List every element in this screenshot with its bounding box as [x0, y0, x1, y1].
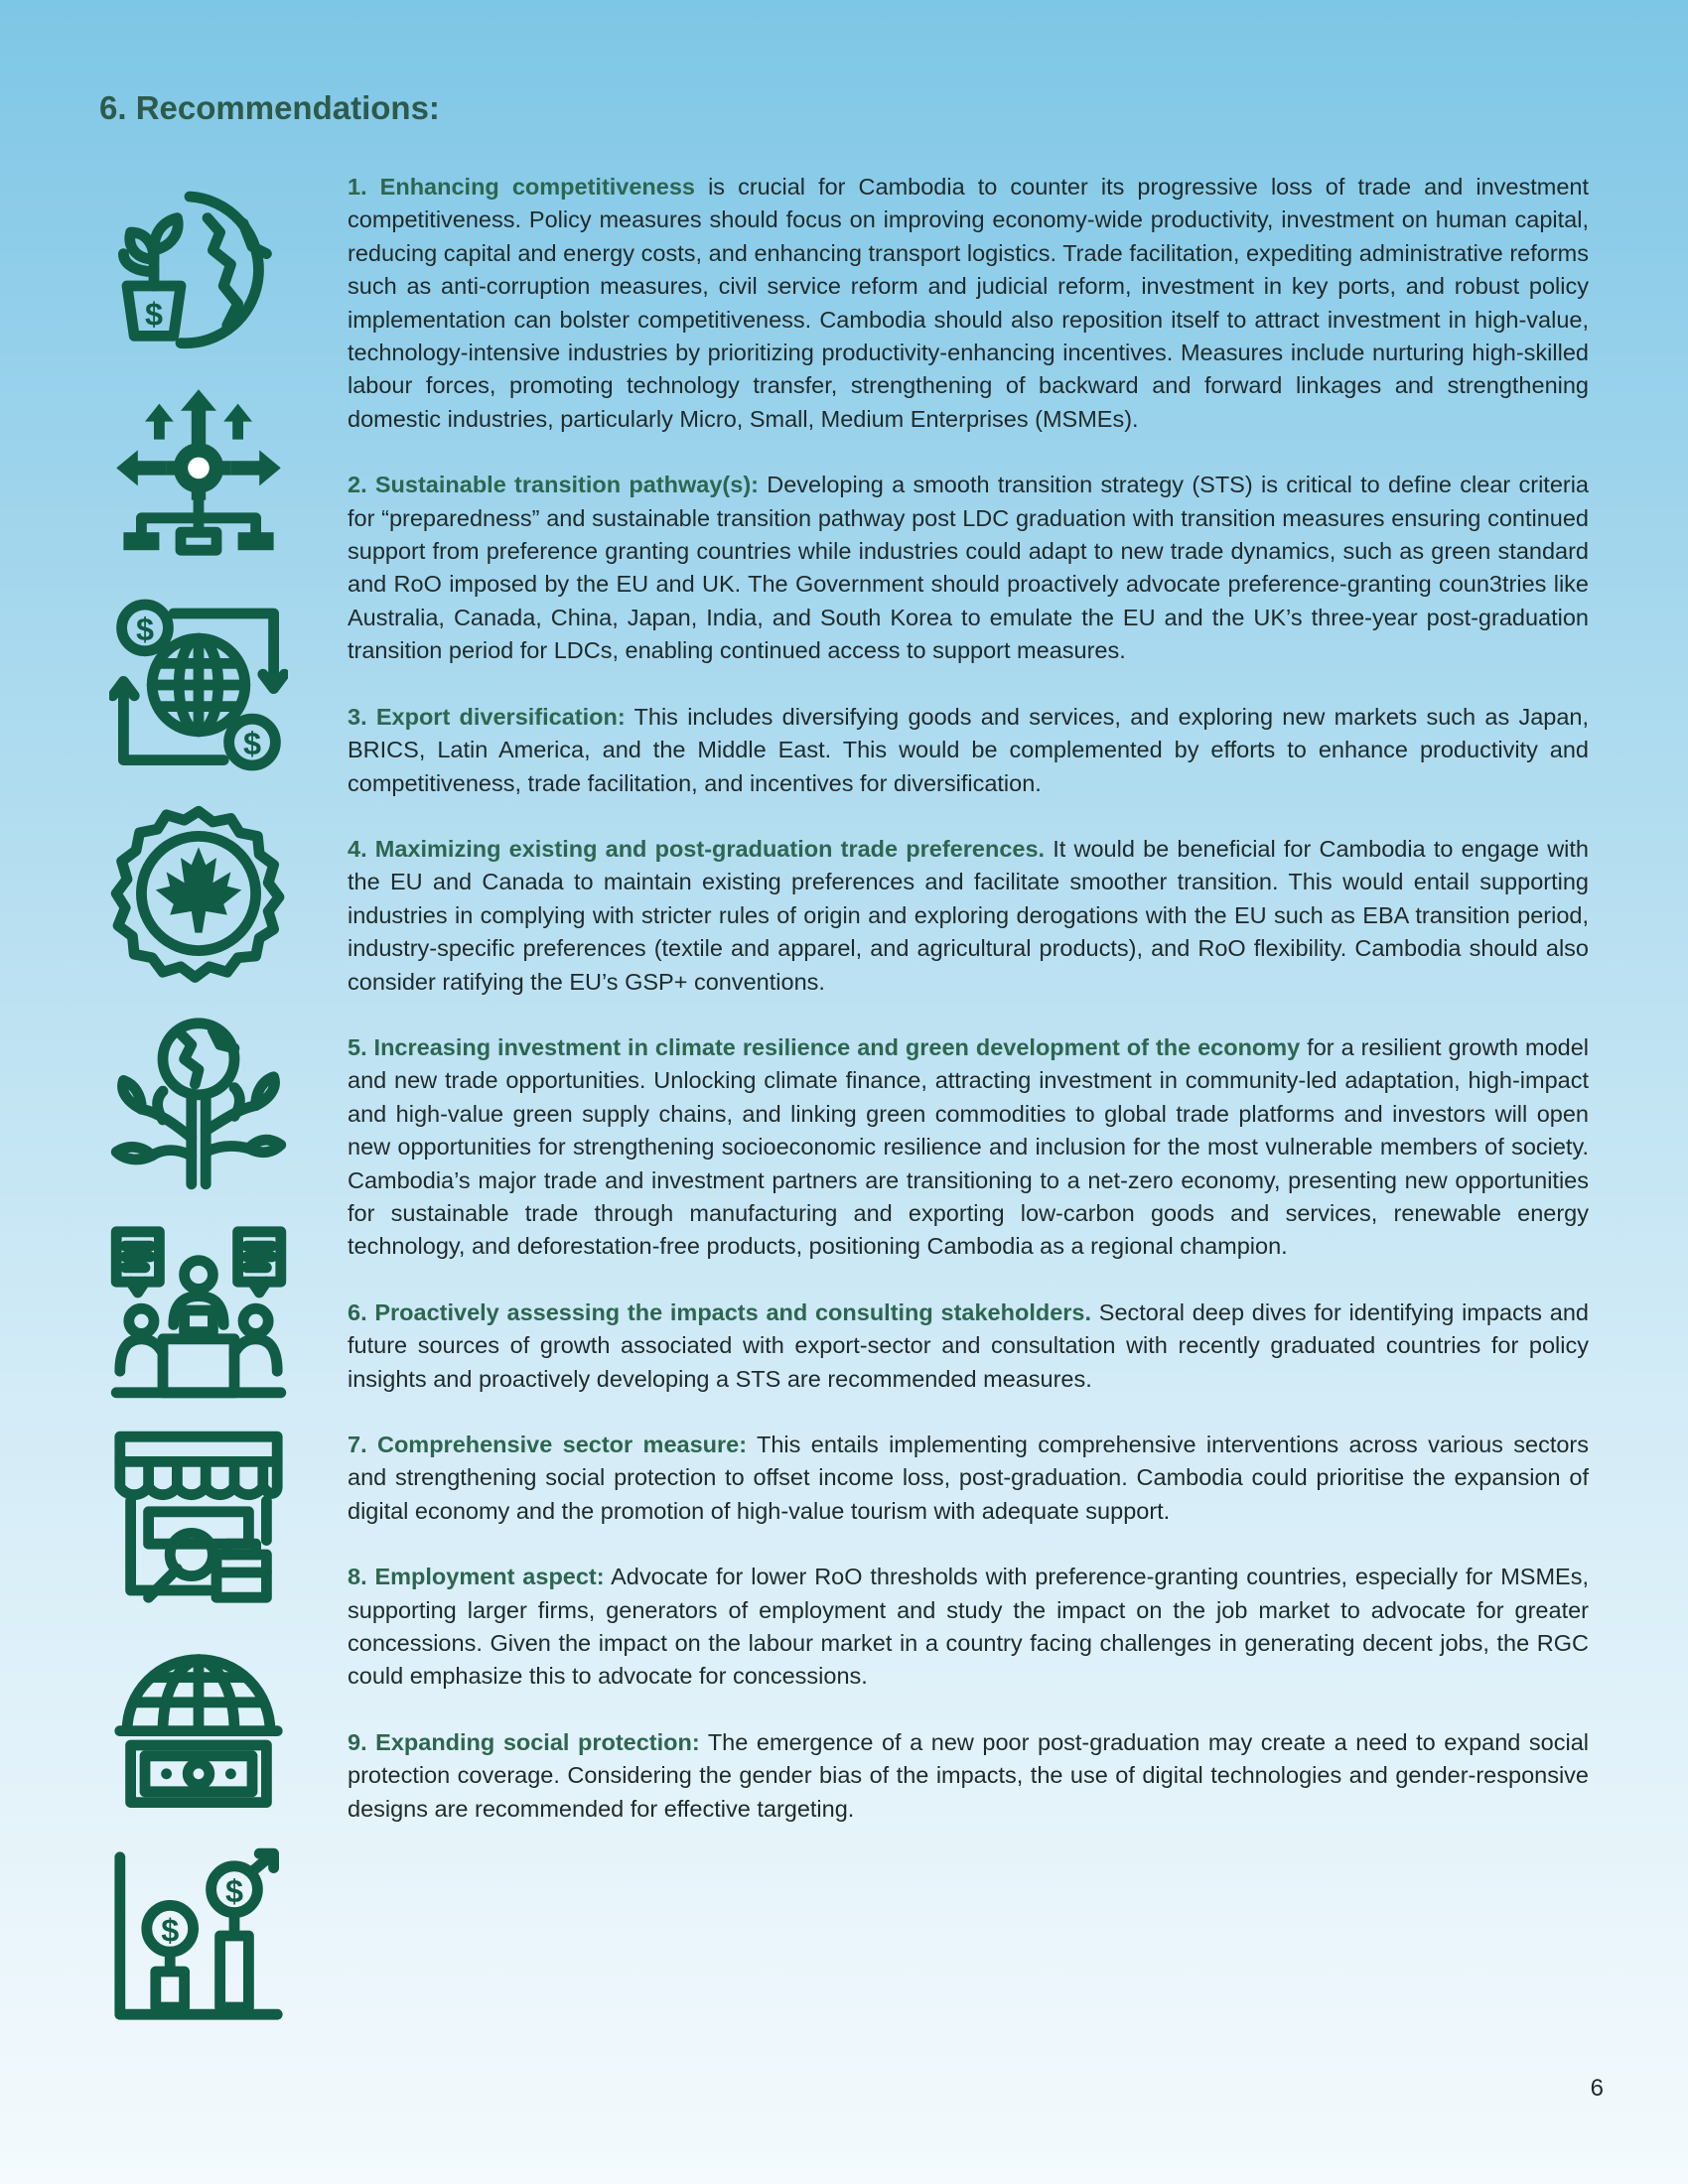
recommendation-text: Sectoral deep dives for identifying impacts and future sources of growth associated with export-sector and consultation with recently graduated countries for policy insights and proactively developing a STS are recommended measures.: [348, 1298, 1590, 1392]
maple-leaf-badge-icon: [99, 794, 298, 993]
page-title: 6. Recommendations:: [99, 89, 440, 126]
recommendation-text: This entails implementing comprehensive interventions across various sectors and strengthening social protection to offset income loss, post-graduation. Cambodia could prioritise the expansion of digital economy and the promotion of high-value tourism with adequate support.: [348, 1432, 1589, 1524]
svg-text:$: $: [242, 726, 262, 762]
recommendation-lead: 2. Sustainable transition pathway(s):: [348, 472, 759, 498]
recommendation-3: [348, 701, 1589, 800]
page-number: 6: [1590, 2075, 1604, 2102]
recommendation-text: It would be beneficial for Cambodia to engage with the EU and Canada to maintain existing preferences and facilitate smoother transition. This would entail supporting industries in complying with stricter rules of origin and exploring derogations with the EU such as EBA transition period, industry-specific preferences (textile and apparel, and agricultural products), and RoO flexibility. Cambodia should also consider ratifying the EU’s GSP+ conventions.: [348, 835, 1590, 995]
recommendation-2: [348, 469, 1589, 667]
storefront-magnifier-icon: [99, 1420, 298, 1618]
globe-banknote-icon: [99, 1628, 298, 1827]
recommendation-lead: 9. Expanding social protection:: [348, 1728, 700, 1755]
recommendation-text: is crucial for Cambodia to counter its progressive loss of trade and investment competitiveness. Policy measures should focus on improving economy-wide productivity, investment on human capital, reducing capital and energy costs, and enhancing transport logistics. Trade facilitation, expediting administrative reforms such as anti-corruption measures, civil service reform and judicial reform, investment in key ports, and robust policy implementation can bolster competitiveness. Cambodia should also reposition itself to attract investment in high-value, technology-intensive industries by prioritizing productivity-enhancing incentives. Measures include nurturing high-skilled labour forces, promoting technology transfer, strengthening of backward and forward linkages and strengthening domestic industries, particularly Micro, Small, Medium Enterprises (MSMEs).: [348, 174, 1589, 432]
recommendation-text: This includes diversifying goods and services, and exploring new markets such as Japan, BRICS, Latin America, and the Middle East. This would be complemented by efforts to enhance productivity and competitiveness, trade facilitation, and incentives for diversification.: [348, 703, 1590, 796]
people-meeting-icon: [99, 1211, 298, 1410]
recommendation-text: Developing a smooth transition strategy (STS) is critical to define clear criteria for “preparedness” and sustainable transition pathway post LDC graduation with transition measures ensuring continued support from preference granting countries while industries could adapt to new trade dynamics, such as green standard and RoO imposed by the EU and UK. The Government should proactively advocate preference-granting coun3tries like Australia, Canada, China, Japan, India, and South Korea to emulate the EU and the UK’s three-year post-graduation transition period for LDCs, enabling continued access to support measures.: [348, 472, 1590, 664]
dollar-growth-chart-icon: [99, 1837, 298, 2035]
recommendations-list: [348, 171, 1589, 1858]
recommendation-lead: 6. Proactively assessing the impacts and consulting stakeholders.: [348, 1298, 1092, 1325]
recommendation-6: [348, 1297, 1589, 1396]
recommendation-text: for a resilient growth model and new trade opportunities. Unlocking climate finance, attracting investment in community-led adaptation, high-impact and high-value green supply chains, and linking green commodities to global trade platforms and investors will open new opportunities for strengthening socioeconomic resilience and inclusion for the most vulnerable members of society. Cambodia’s major trade and investment partners are transitioning to a net-zero economy, presenting new opportunities for sustainable trade through manufacturing and exporting low-carbon goods and services, renewable energy technology, and deforestation-free products, positioning Cambodia as a regional champion.: [348, 1033, 1590, 1260]
recommendation-4: [348, 833, 1589, 999]
svg-text:$: $: [135, 612, 155, 647]
recommendation-lead: 8. Employment aspect:: [348, 1564, 605, 1590]
globe-dollar-exchange-icon: [99, 586, 298, 784]
globe-tree-icon: [99, 1003, 298, 1201]
svg-text:$: $: [161, 1912, 180, 1949]
recommendation-lead: 1. Enhancing competitiveness: [348, 174, 695, 200]
recommendation-text: Advocate for lower RoO thresholds with preference-granting countries, especially for MSMEs, supporting larger firms, generators of employment and study the impact on the job market to advocate for greater concessions. Given the impact on the labour market in a country facing challenges in generating decent jobs, the RGC could emphasize this to advocate for concessions.: [348, 1564, 1589, 1690]
plant-globe-money-icon: [99, 169, 298, 367]
recommendation-lead: 7. Comprehensive sector measure:: [348, 1432, 748, 1457]
gear-arrows-network-icon: [99, 372, 298, 571]
recommendation-8: [348, 1561, 1589, 1694]
recommendation-text: The emergence of a new poor post-graduation may create a need to expand social protection coverage. Considering the gender bias of the impacts, the use of digital technologies and gender-responsive designs are recommended for effective targeting.: [348, 1728, 1589, 1822]
recommendation-lead: 4. Maximizing existing and post-graduation trade preferences.: [348, 835, 1046, 862]
recommendation-lead: 5. Increasing investment in climate resilience and green development of the economy: [348, 1033, 1301, 1060]
recommendation-9: [348, 1726, 1589, 1826]
svg-text:$: $: [144, 296, 164, 333]
recommendation-1: [348, 171, 1589, 436]
recommendation-lead: 3. Export diversification:: [348, 703, 626, 730]
recommendation-5: [348, 1031, 1589, 1264]
svg-text:$: $: [224, 1872, 244, 1909]
recommendation-7: [348, 1429, 1589, 1528]
